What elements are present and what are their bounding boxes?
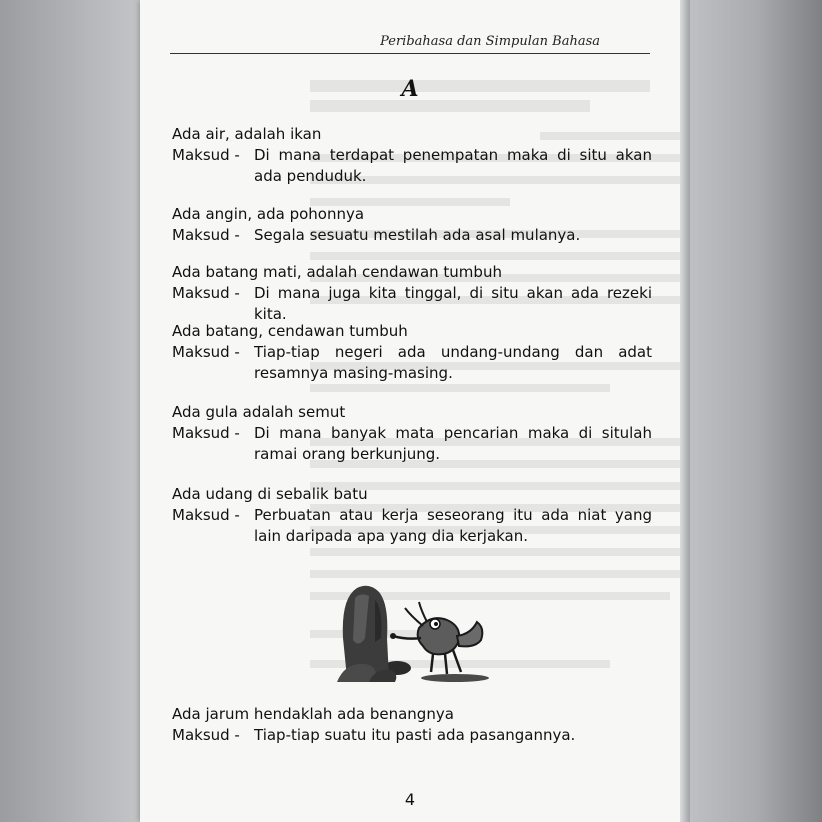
book-page	[140, 0, 680, 822]
proverb-text: Ada angin, ada pohonnya	[172, 205, 365, 223]
meaning-text: Segala sesuatu mestilah ada asal mulanya.	[254, 226, 581, 244]
illustration-svg	[335, 578, 500, 688]
running-header	[140, 30, 680, 54]
meaning-row	[172, 283, 652, 325]
proverb-entry	[172, 704, 652, 746]
leg-1	[431, 654, 433, 672]
proverb-text: Ada batang mati, adalah cendawan tumbuh	[172, 263, 502, 281]
proverb-entry	[172, 484, 652, 547]
meaning-label: Maksud -	[172, 424, 240, 442]
proverb-entry	[172, 321, 652, 384]
meaning-row	[172, 505, 652, 547]
header-divider	[170, 53, 650, 54]
proverb-text: Ada air, adalah ikan	[172, 125, 322, 143]
meaning-text: Tiap-tiap suatu itu pasti ada pasangannya.	[254, 726, 576, 744]
proverb-text: Ada batang, cendawan tumbuh	[172, 322, 408, 340]
shrimp-behind-rock-illustration	[335, 578, 500, 688]
antenna-left	[405, 608, 423, 626]
base-stone-left	[337, 664, 376, 682]
header-title: Peribahasa dan Simpulan Bahasa	[380, 34, 600, 49]
proverb-entry	[172, 124, 652, 187]
proverb-text: Ada udang di sebalik batu	[172, 485, 368, 503]
meaning-text: Tiap-tiap negeri ada undang-undang dan adat resamnya masing-masing.	[254, 343, 652, 382]
meaning-label: Maksud -	[172, 343, 240, 361]
meaning-row	[172, 725, 652, 746]
meaning-label: Maksud -	[172, 146, 240, 164]
ground-shadow	[421, 674, 489, 682]
meaning-label: Maksud -	[172, 726, 240, 744]
meaning-text: Di mana juga kita tinggal, di situ akan ada rezeki kita.	[254, 284, 652, 323]
book-spine-edge	[680, 0, 690, 822]
meaning-label: Maksud -	[172, 226, 240, 244]
page-number: 4	[404, 790, 416, 809]
meaning-row	[172, 342, 652, 384]
shrimp-tail	[457, 622, 482, 646]
section-letter: A	[401, 76, 419, 102]
meaning-row	[172, 145, 652, 187]
meaning-label: Maksud -	[172, 284, 240, 302]
claw-left-tip	[390, 633, 396, 639]
meaning-row	[172, 225, 652, 246]
meaning-text: Di mana terdapat penempatan maka di situ akan ada penduduk.	[254, 146, 652, 185]
shrimp-pupil	[434, 622, 438, 626]
proverb-text: Ada gula adalah semut	[172, 403, 346, 421]
leg-2	[445, 654, 447, 674]
meaning-text: Di mana banyak mata pencarian maka di situlah ramai orang berkunjung.	[254, 424, 652, 463]
proverb-entry	[172, 204, 652, 246]
proverb-text: Ada jarum hendaklah ada benangnya	[172, 705, 454, 723]
leg-3	[453, 650, 461, 672]
antenna-right	[419, 602, 427, 622]
meaning-label: Maksud -	[172, 506, 240, 524]
proverb-entry	[172, 402, 652, 465]
meaning-row	[172, 423, 652, 465]
proverb-entry	[172, 262, 652, 325]
meaning-text: Perbuatan atau kerja seseorang itu ada niat yang lain daripada apa yang dia kerjakan.	[254, 506, 652, 545]
